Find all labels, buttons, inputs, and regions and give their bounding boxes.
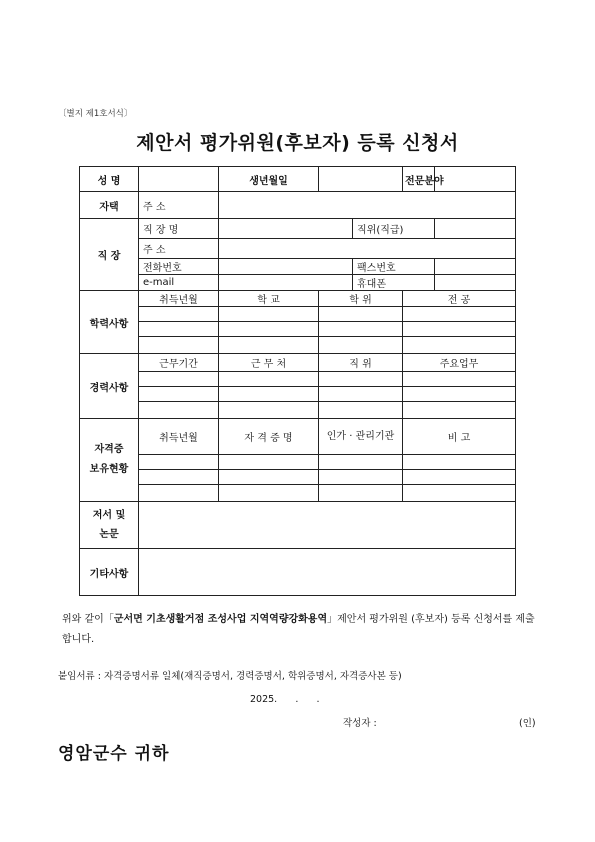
education-cell[interactable] xyxy=(319,322,403,337)
phone-field[interactable] xyxy=(219,259,353,275)
certificate-cell[interactable] xyxy=(139,485,219,502)
education-cell[interactable] xyxy=(319,307,403,322)
home-label: 자택 xyxy=(80,192,139,219)
certificate-entry-row xyxy=(80,485,516,502)
career-header: 주요업무 xyxy=(403,354,516,372)
certificate-cell[interactable] xyxy=(403,455,516,470)
certificate-cell[interactable] xyxy=(403,470,516,485)
attachments-note: 붙임서류 : 자격증명서류 일체(재직증명서, 경력증명서, 학위증명서, 자격증사본 등) xyxy=(58,671,402,682)
career-header: 근 무 처 xyxy=(219,354,319,372)
career-cell[interactable] xyxy=(219,387,319,402)
publications-label-line2: 논문 xyxy=(99,529,119,540)
declaration xyxy=(62,610,544,650)
education-cell[interactable] xyxy=(319,337,403,354)
education-cell[interactable] xyxy=(139,322,219,337)
declaration-suffix: 」제안서 평가위원 (후보자) 등록 신청서를 제출합니다. xyxy=(62,614,535,645)
specialty-label: 전문분야 xyxy=(403,167,435,192)
certificate-cell[interactable] xyxy=(219,455,319,470)
application-form-table xyxy=(79,166,516,596)
career-cell[interactable] xyxy=(403,387,516,402)
workplace-address-label: 주 소 xyxy=(139,239,219,259)
author-label: 작성자 : xyxy=(343,718,377,729)
date: 2025. . . xyxy=(250,694,320,705)
publications-row xyxy=(80,502,516,549)
certificate-cell[interactable] xyxy=(319,485,403,502)
career-header: 근무기간 xyxy=(139,354,219,372)
phone-label: 전화번호 xyxy=(139,259,219,275)
position-label: 직위(직급) xyxy=(353,219,435,239)
workplace-name-field[interactable] xyxy=(219,219,353,239)
certificate-cell[interactable] xyxy=(319,470,403,485)
certificate-cell[interactable] xyxy=(403,485,516,502)
career-header: 직 위 xyxy=(319,354,403,372)
certificate-cell[interactable] xyxy=(139,470,219,485)
mobile-label: 휴대폰 xyxy=(353,275,435,291)
workplace-address-field[interactable] xyxy=(219,239,516,259)
education-entry-row xyxy=(80,337,516,354)
career-cell[interactable] xyxy=(319,402,403,419)
workplace-email-row xyxy=(80,275,516,291)
career-cell[interactable] xyxy=(139,402,219,419)
education-cell[interactable] xyxy=(139,307,219,322)
education-cell[interactable] xyxy=(403,322,516,337)
certificate-label xyxy=(80,419,139,502)
career-cell[interactable] xyxy=(139,372,219,387)
birth-date-field[interactable] xyxy=(319,167,403,192)
specialty-field[interactable] xyxy=(435,167,516,192)
others-field[interactable] xyxy=(139,549,516,596)
project-name: 군서면 기초생활거점 조성사업 지역역량강화용역 xyxy=(113,614,328,625)
certificate-header: 취득년월 xyxy=(139,419,219,455)
career-label: 경력사항 xyxy=(80,354,139,419)
certificate-cell[interactable] xyxy=(219,470,319,485)
certificate-header: 인가 · 관리기관 xyxy=(319,419,403,455)
certificate-label-line2: 보유현황 xyxy=(89,464,129,475)
education-header: 학 교 xyxy=(219,291,319,307)
email-label: e-mail xyxy=(139,275,219,291)
others-row xyxy=(80,549,516,596)
education-header: 전 공 xyxy=(403,291,516,307)
workplace-phone-row xyxy=(80,259,516,275)
career-cell[interactable] xyxy=(319,372,403,387)
education-header: 학 위 xyxy=(319,291,403,307)
education-cell[interactable] xyxy=(403,337,516,354)
education-entry-row xyxy=(80,322,516,337)
home-address-label: 주 소 xyxy=(139,192,219,219)
education-label: 학력사항 xyxy=(80,291,139,354)
education-cell[interactable] xyxy=(219,307,319,322)
workplace-address-row xyxy=(80,239,516,259)
name-field[interactable] xyxy=(139,167,219,192)
education-entry-row xyxy=(80,307,516,322)
fax-label: 팩스번호 xyxy=(353,259,435,275)
certificate-entry-row xyxy=(80,455,516,470)
workplace-name-label: 직 장 명 xyxy=(139,219,219,239)
certificate-label-line1: 자격증 xyxy=(94,444,124,455)
mobile-field[interactable] xyxy=(435,275,516,291)
publications-field[interactable] xyxy=(139,502,516,549)
form-number: 〔별지 제1호서식〕 xyxy=(58,109,133,119)
career-cell[interactable] xyxy=(319,387,403,402)
career-entry-row xyxy=(80,402,516,419)
document-title: 제안서 평가위원(후보자) 등록 신청서 xyxy=(136,132,459,154)
publications-label xyxy=(80,502,139,549)
name-label: 성 명 xyxy=(80,167,139,192)
career-cell[interactable] xyxy=(219,372,319,387)
birth-date-label: 생년월일 xyxy=(219,167,319,192)
education-cell[interactable] xyxy=(403,307,516,322)
education-header-row xyxy=(80,291,516,307)
career-entry-row xyxy=(80,372,516,387)
certificate-cell[interactable] xyxy=(319,455,403,470)
email-field[interactable] xyxy=(219,275,353,291)
certificate-header: 자 격 증 명 xyxy=(219,419,319,455)
certificate-cell[interactable] xyxy=(219,485,319,502)
career-header-row xyxy=(80,354,516,372)
career-entry-row xyxy=(80,387,516,402)
certificate-entry-row xyxy=(80,470,516,485)
publications-label-line1: 저서 및 xyxy=(92,510,126,521)
addressee: 영암군수 귀하 xyxy=(58,744,170,764)
career-cell[interactable] xyxy=(403,372,516,387)
certificate-header-row xyxy=(80,419,516,455)
workplace-name-row xyxy=(80,219,516,239)
fax-field[interactable] xyxy=(435,259,516,275)
others-label: 기타사항 xyxy=(80,549,139,596)
certificate-cell[interactable] xyxy=(139,455,219,470)
certificate-header: 비 고 xyxy=(403,419,516,455)
seal-mark: (인) xyxy=(519,718,536,729)
education-cell[interactable] xyxy=(219,322,319,337)
career-cell[interactable] xyxy=(403,402,516,419)
career-cell[interactable] xyxy=(139,387,219,402)
workplace-label: 직 장 xyxy=(80,219,139,291)
name-row xyxy=(80,167,516,192)
home-row xyxy=(80,192,516,219)
position-field[interactable] xyxy=(435,219,516,239)
career-cell[interactable] xyxy=(219,402,319,419)
education-cell[interactable] xyxy=(139,337,219,354)
home-address-field[interactable] xyxy=(219,192,516,219)
education-cell[interactable] xyxy=(219,337,319,354)
education-header: 취득년월 xyxy=(139,291,219,307)
declaration-prefix: 위와 같이「 xyxy=(62,614,114,625)
